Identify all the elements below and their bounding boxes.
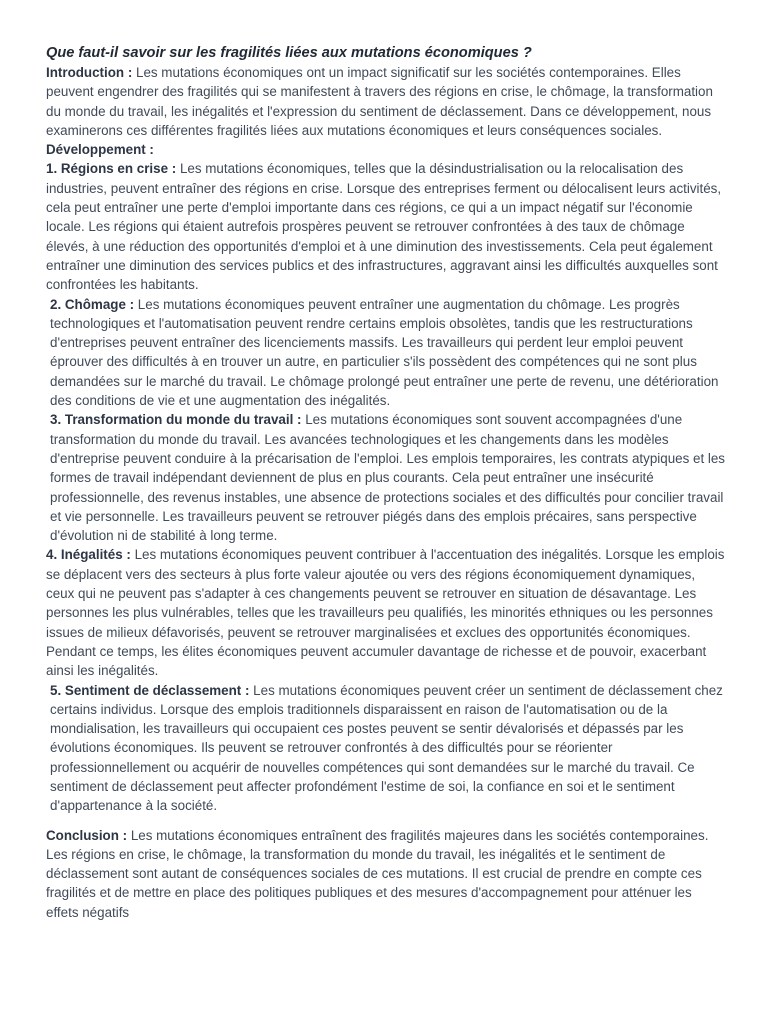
- section-text: Les mutations économiques peuvent contribuer à l'accentuation des inégalités. Lorsque les emplois se déplacent vers des secteurs à plus forte valeur ajoutée ou vers des régions économiquement dynamiques, ceux qui ne peuvent pas s'adapter à ces changements peuvent se retrouver en situation de désavantage. Les personnes les plus vulnérables, telles que les travailleurs peu qualifiés, les minorités ethniques ou les personnes issues de milieux défavorisés, peuvent se retrouver marginalisées et exclues des opportunités économiques. Pendant ce temps, les élites économiques peuvent accumuler davantage de richesse et de pouvoir, exacerbant ainsi les inégalités.: [46, 547, 725, 679]
- section-label: 1. Régions en crise :: [46, 161, 177, 177]
- section-label: 4. Inégalités :: [46, 547, 131, 563]
- section-inegalites: [46, 545, 726, 680]
- section-text: Les mutations économiques peuvent créer un sentiment de déclassement chez certains individus. Lorsque des emplois traditionnels disparaissent en raison de l'automatisation ou de la mondialisation, les travailleurs qui occupaient ces postes peuvent se sentir dévalorisés et dépassés par les évolutions économiques. Ils peuvent se retrouver confrontés à des difficultés pour se réorienter professionnellement ou acquérir de nouvelles compétences qui sont demandées sur le marché du travail. Ce sentiment de déclassement peut affecter profondément l'estime de soi, la confiance en soi et le sentiment d'appartenance à la société.: [50, 682, 723, 814]
- section-label: 3. Transformation du monde du travail :: [50, 412, 302, 428]
- introduction-label: Introduction :: [46, 65, 133, 80]
- introduction-text: Les mutations économiques ont un impact significatif sur les sociétés contemporaines. Elles peuvent engendrer des fragilités qui se manifestent à travers des régions en crise, le chômage, la transformation du monde du travail, les inégalités et l'expression du sentiment de déclassement. Dans ce développement, nous examinerons ces différentes fragilités liées aux mutations économiques et leurs conséquences sociales.: [46, 65, 713, 138]
- section-regions-en-crise: [46, 159, 726, 294]
- document-title: Que faut-il savoir sur les fragilités liées aux mutations économiques ?: [46, 45, 532, 61]
- conclusion-text: Les mutations économiques entraînent des fragilités majeures dans les sociétés contemporaines. Les régions en crise, le chômage, la transformation du monde du travail, les inégalités et le sentiment de déclassement sont autant de conséquences sociales de ces mutations. Il est crucial de prendre en compte ces fragilités et de mettre en place des politiques publiques et des mesures d'accompagnement pour atténuer les effets négatifs: [46, 827, 709, 920]
- document: [46, 43, 726, 922]
- conclusion-paragraph: [46, 826, 726, 922]
- section-label: 2. Chômage :: [50, 296, 135, 312]
- introduction-paragraph: [46, 63, 726, 140]
- conclusion-label: Conclusion :: [46, 827, 128, 843]
- section-label: 5. Sentiment de déclassement :: [50, 682, 250, 698]
- section-sentiment-declassement: [46, 681, 726, 816]
- section-chomage: [46, 295, 726, 411]
- section-text: Les mutations économiques, telles que la désindustrialisation ou la relocalisation des industries, peuvent entraîner des régions en crise. Lorsque des entreprises ferment ou délocalisent leurs activités, cela peut entraîner une perte d'emploi importante dans ces régions, ce qui a un impact négatif sur l'économie locale. Les régions qui étaient autrefois prospères peuvent se retrouver confrontées à des taux de chômage élevés, à une réduction des opportunités d'emploi et à une diminution des investissements. Cela peut également entraîner une diminution des services publics et des infrastructures, aggravant ainsi les difficultés auxquelles sont confrontées les habitants.: [46, 161, 722, 293]
- development-heading: Développement :: [46, 142, 154, 158]
- section-text: Les mutations économiques sont souvent accompagnées d'une transformation du monde du travail. Les avancées technologiques et les changements dans les modèles d'entreprise peuvent conduire à la précarisation de l'emploi. Les emplois temporaires, les contrats atypiques et les formes de travail indépendant deviennent de plus en plus courants. Cela peut entraîner une insécurité professionnelle, des revenus instables, une absence de protections sociales et des difficultés pour concilier travail et vie personnelle. Les travailleurs peuvent se retrouver piégés dans des emplois précaires, sans perspective d'évolution ni de stabilité à long terme.: [50, 412, 726, 544]
- section-transformation-travail: [46, 410, 726, 545]
- section-text: Les mutations économiques peuvent entraîner une augmentation du chômage. Les progrès technologiques et l'automatisation peuvent rendre certains emplois obsolètes, tandis que les restructurations d'entreprises peuvent entraîner des licenciements massifs. Les travailleurs qui perdent leur emploi peuvent éprouver des difficultés à en trouver un autre, en particulier s'ils possèdent des compétences qui ne sont plus demandées sur le marché du travail. Le chômage prolongé peut entraîner une perte de revenu, une détérioration des conditions de vie et une augmentation des inégalités.: [50, 296, 719, 409]
